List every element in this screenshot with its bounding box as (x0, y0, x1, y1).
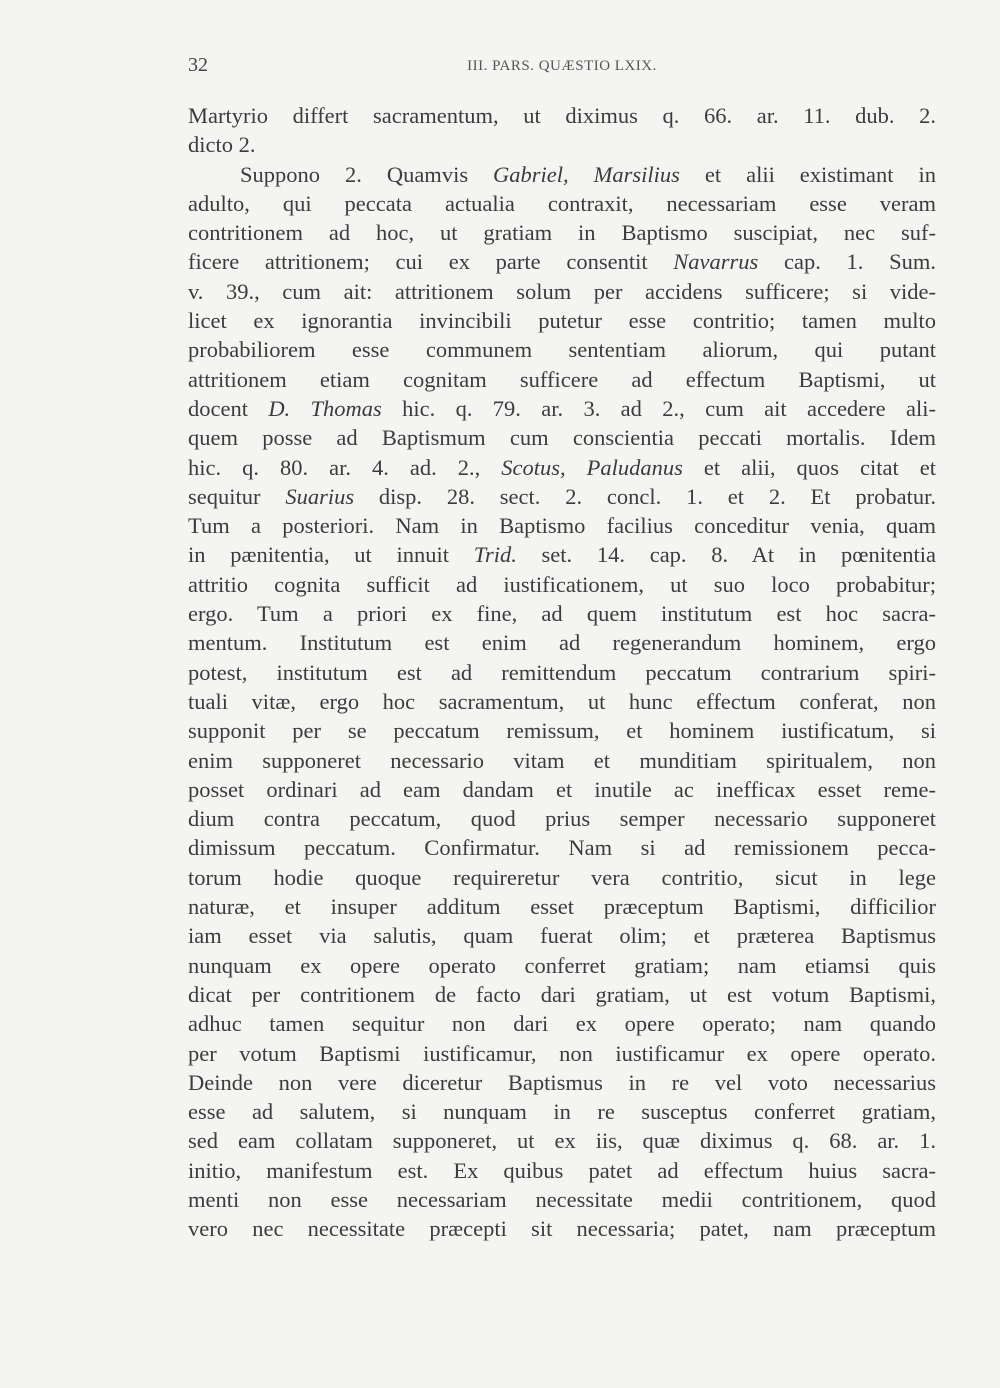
text-segment: attritionem etiam cognitam sufficere ad effectum Baptismi, ut (188, 366, 936, 392)
text-segment: set. 14. cap. 8. At in pœnitentia (516, 542, 936, 568)
text-line (188, 570, 936, 599)
text-line (188, 658, 936, 687)
body-text (188, 101, 936, 1244)
text-segment: initio, manifestum est. Ex quibus patet ad effectum huius sacra- (188, 1157, 936, 1183)
text-line (188, 365, 936, 394)
text-line (188, 101, 936, 130)
text-segment: potest, institutum est ad remittendum peccatum contrarium spiri- (188, 659, 936, 685)
text-line (188, 951, 936, 980)
italic-citation: Scotus, Paludanus (501, 454, 683, 480)
text-line (188, 1156, 936, 1185)
italic-citation: D. Thomas (268, 395, 382, 421)
running-title: III. PARS. QUÆSTIO LXIX. (467, 58, 657, 74)
text-segment: adhuc tamen sequitur non dari ex opere operato; nam quando (188, 1011, 936, 1037)
text-line (188, 423, 936, 452)
text-line (188, 1068, 936, 1097)
text-line (188, 277, 936, 306)
text-line (188, 599, 936, 628)
text-segment: nunquam ex opere operato conferret gratiam; nam etiamsi quis (188, 952, 936, 978)
text-line (188, 189, 936, 218)
text-segment: Suppono 2. Quamvis (240, 161, 494, 187)
text-segment: torum hodie quoque requireretur vera contritio, sicut in lege (188, 864, 936, 890)
text-line (188, 892, 936, 921)
italic-citation: Gabriel, Marsilius (493, 161, 680, 187)
text-segment: cap. 1. Sum. (758, 249, 936, 275)
text-segment: dimissum peccatum. Confirmatur. Nam si ad remissionem pecca- (188, 835, 936, 861)
text-line (188, 394, 936, 423)
text-line (188, 980, 936, 1009)
text-line (188, 247, 936, 276)
text-line (188, 160, 936, 189)
text-segment: disp. 28. sect. 2. concl. 1. et 2. Et probatur. (354, 483, 936, 509)
text-segment: Tum a posteriori. Nam in Baptismo facilius conceditur venia, quam (188, 513, 936, 539)
text-segment: tuali vitæ, ergo hoc sacramentum, ut hunc effectum conferat, non (188, 688, 936, 714)
text-segment: quem posse ad Baptismum cum conscientia peccati mortalis. Idem (188, 425, 936, 451)
text-segment: menti non esse necessariam necessitate medii contritionem, quod (188, 1186, 936, 1212)
text-segment: supponit per se peccatum remissum, et hominem iustificatum, si (188, 718, 936, 744)
text-segment: adulto, qui peccata actualia contraxit, necessariam esse veram (188, 190, 936, 216)
text-line (188, 306, 936, 335)
text-line (188, 746, 936, 775)
text-segment: dicat per contritionem de facto dari gratiam, ut est votum Baptismi, (188, 981, 936, 1007)
text-line (188, 628, 936, 657)
text-segment: posset ordinari ad eam dandam et inutile ac inefficax esset reme- (188, 776, 936, 802)
text-line (188, 453, 936, 482)
italic-citation: Suarius (285, 483, 355, 509)
text-segment: contritionem ad hoc, ut gratiam in Baptismo suscipiat, nec suf- (188, 220, 936, 246)
text-line (188, 540, 936, 569)
text-segment: licet ex ignorantia invincibili putetur esse contritio; tamen multo (188, 308, 936, 334)
text-line (188, 716, 936, 745)
text-segment: et alii existimant in (679, 161, 936, 187)
text-segment: Martyrio differt sacramentum, ut diximus q. 66. ar. 11. dub. 2. (188, 103, 936, 128)
text-line (188, 1039, 936, 1068)
text-segment: probabiliorem esse communem sententiam aliorum, qui putant (188, 337, 936, 363)
page-number: 32 (188, 54, 208, 76)
text-segment: mentum. Institutum est enim ad regenerandum hominem, ergo (188, 630, 936, 656)
text-segment: hic. q. 79. ar. 3. ad 2., cum ait accedere ali- (381, 395, 936, 421)
text-line (188, 687, 936, 716)
text-segment: enim supponeret necessario vitam et munditiam spiritualem, non (188, 747, 936, 773)
text-line (188, 218, 936, 247)
italic-citation: Trid. (473, 542, 517, 568)
text-line (188, 833, 936, 862)
text-segment: ficere attritionem; cui ex parte consentit (188, 249, 674, 275)
text-line (188, 335, 936, 364)
text-line (188, 482, 936, 511)
text-line (188, 1009, 936, 1038)
text-segment: per votum Baptismi iustificamur, non iustificamur ex opere operato. (188, 1040, 936, 1066)
text-segment: in pænitentia, ut innuit (188, 542, 474, 568)
text-line (188, 1185, 936, 1214)
text-segment: hic. q. 80. ar. 4. ad. 2., (188, 454, 502, 480)
text-segment: attritio cognita sufficit ad iustificationem, ut suo loco probabitur; (188, 571, 936, 597)
running-head (188, 54, 936, 84)
text-segment: esse ad salutem, si nunquam in re susceptus conferret gratiam, (188, 1099, 936, 1125)
text-segment: sed eam collatam supponeret, ut ex iis, quæ diximus q. 68. ar. 1. (188, 1128, 936, 1154)
text-line (188, 130, 936, 159)
text-line (188, 775, 936, 804)
text-segment: naturæ, et insuper additum esset præceptum Baptismi, difficilior (188, 894, 936, 920)
text-line (188, 511, 936, 540)
text-segment: ergo. Tum a priori ex fine, ad quem institutum est hoc sacra- (188, 601, 936, 627)
text-line (188, 1097, 936, 1126)
text-segment: et alii, quos citat et (682, 454, 937, 480)
text-segment: v. 39., cum ait: attritionem solum per accidens sufficere; si vide- (188, 278, 936, 304)
text-segment: sequitur (188, 483, 286, 509)
text-line (188, 863, 936, 892)
text-line (188, 921, 936, 950)
text-segment: vero nec necessitate præcepti sit necessaria; patet, nam præceptum (188, 1216, 936, 1242)
text-segment: dicto 2. (188, 132, 256, 158)
text-line (188, 1126, 936, 1155)
text-line (188, 804, 936, 833)
italic-citation: Navarrus (673, 249, 759, 275)
text-segment: dium contra peccatum, quod prius semper necessario supponeret (188, 806, 936, 832)
text-segment: iam esset via salutis, quam fuerat olim; et præterea Baptismus (188, 923, 936, 949)
text-line (188, 1214, 936, 1243)
text-segment: docent (188, 395, 269, 421)
text-segment: Deinde non vere diceretur Baptismus in re vel voto necessarius (188, 1069, 936, 1095)
